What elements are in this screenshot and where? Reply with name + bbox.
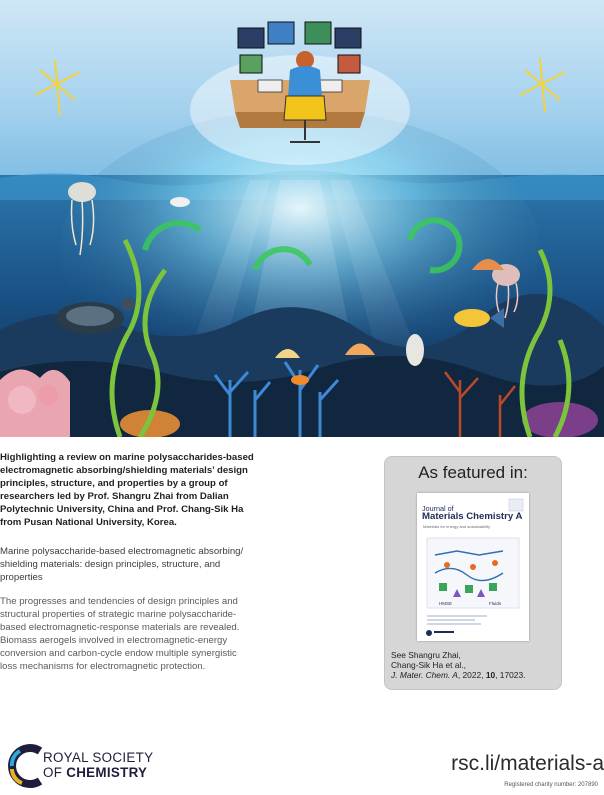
abstract-line: conversion and carbon-cycle endow multiple synergistic [0, 648, 237, 659]
journal-label-left: HMSE [439, 601, 453, 606]
rsc-wordmark [43, 750, 153, 780]
rsc-mini-logo [426, 630, 454, 636]
journal-cover-line1: Journal of [422, 504, 454, 513]
highlight-line: researchers led by Prof. Shangru Zhai from Dalian [0, 491, 229, 502]
abstract-paragraph [0, 595, 372, 673]
journal-url-link[interactable]: rsc.li/materials-a [451, 752, 604, 775]
rsc-wordmark-line2 [43, 765, 153, 780]
article-title-line: shielding materials: design principles, structure, and [0, 559, 221, 570]
rsc-wordmark-line1: ROYAL SOCIETY [43, 750, 154, 765]
reference-line [391, 670, 525, 680]
article-title-line: Marine polysaccharide-based electromagnetic absorbing/ [0, 546, 244, 557]
rsc-wordmark-of: OF [43, 765, 67, 780]
featured-title: As featured in: [418, 463, 528, 482]
charity-number: Registered charity number: 207890 [504, 782, 598, 788]
rsc-wordmark-chemistry: CHEMISTRY [66, 765, 148, 780]
abstract-line: structural properties of strategic marine polysaccharide- [0, 609, 237, 620]
highlight-line: from Pusan National University, Korea. [0, 517, 177, 528]
reference-line: See Shangru Zhai, [391, 650, 461, 660]
journal-cover[interactable] [417, 493, 529, 641]
rsc-logo-icon [4, 743, 44, 789]
featured-box [384, 456, 562, 690]
journal-label-right: Fluids [489, 601, 502, 606]
highlight-paragraph [0, 451, 372, 529]
reference-authors: Chang-Sik Ha et al., [391, 660, 466, 670]
highlight-line: Polytechnic University, China and Prof. Chang-Sik Ha [0, 504, 244, 515]
reference-journal: J. Mater. Chem. A [391, 670, 458, 680]
reference-pages: , 17023. [495, 670, 526, 680]
journal-cover-art [417, 493, 529, 641]
reference-year: , 2022, [457, 670, 486, 680]
highlight-line: Highlighting a review on marine polysaccharides-based [0, 452, 254, 463]
highlight-line: principles, structure, and properties by a group of [0, 478, 228, 489]
abstract-line: loss mechanisms for electromagnetic protection. [0, 661, 206, 672]
abstract-line: The progresses and tendencies of design principles and [0, 596, 238, 607]
article-title-line: properties [0, 572, 43, 583]
reference-line [391, 660, 525, 670]
abstract-line: based electromagnetic-response materials are revealed. [0, 622, 240, 633]
highlight-line: electromagnetic absorbing/shielding materials’ design [0, 465, 248, 476]
reference-citation [391, 650, 525, 680]
article-title [0, 545, 330, 584]
journal-tagline: Materials for energy and sustainability [423, 524, 491, 529]
abstract-line: Biomass aerogels involved in electromagnetic-energy [0, 635, 228, 646]
reference-volume: 10 [485, 670, 496, 680]
journal-cover-line2: Materials Chemistry A [422, 511, 523, 522]
